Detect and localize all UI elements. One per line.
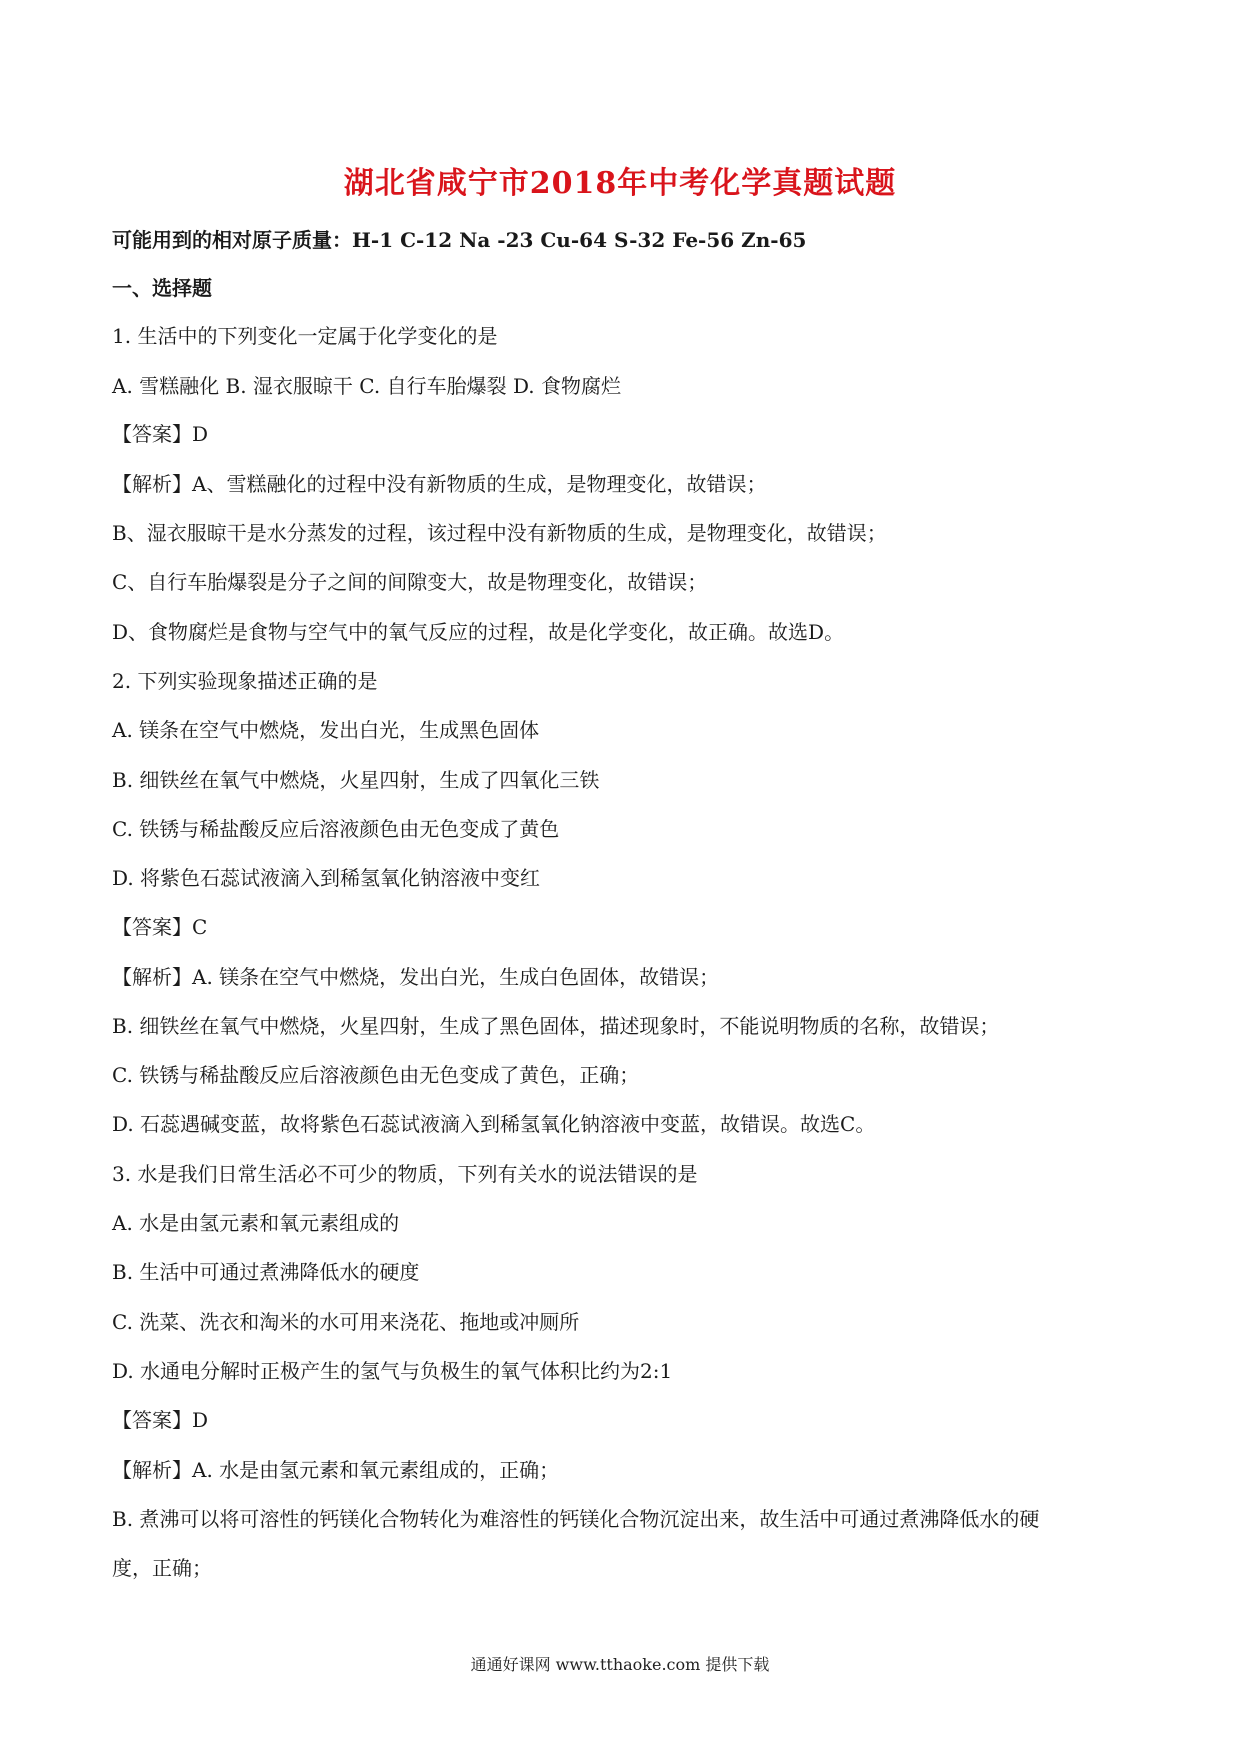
analysis-line: 度，正确； bbox=[112, 1556, 212, 1580]
analysis-line: B. 细铁丝在氧气中燃烧，火星四射，生成了黑色固体，描述现象时，不能说明物质的名称，故错误； bbox=[112, 1014, 1000, 1038]
document-title: 湖北省咸宁市2018年中考化学真题试题 bbox=[343, 166, 897, 201]
options-1: A. 雪糕融化 B. 湿衣服晾干 C. 自行车胎爆裂 D. 食物腐烂 bbox=[112, 374, 621, 398]
section-heading: 一、选择题 bbox=[112, 276, 212, 300]
answer-1: 【答案】D bbox=[112, 422, 209, 446]
option-line: C. 铁锈与稀盐酸反应后溶液颜色由无色变成了黄色 bbox=[112, 817, 560, 841]
analysis-line: D. 石蕊遇碱变蓝，故将紫色石蕊试液滴入到稀氢氧化钠溶液中变蓝，故错误。故选C。 bbox=[112, 1112, 876, 1136]
question-1: 1. 生活中的下列变化一定属于化学变化的是 bbox=[112, 324, 498, 348]
answer-3: 【答案】D bbox=[112, 1408, 209, 1432]
analysis-line: D、食物腐烂是食物与空气中的氧气反应的过程，故是化学变化，故正确。故选D。 bbox=[112, 620, 845, 644]
analysis-line: B、湿衣服晾干是水分蒸发的过程，该过程中没有新物质的生成，是物理变化，故错误； bbox=[112, 521, 887, 545]
analysis-line: C、自行车胎爆裂是分子之间的间隙变大，故是物理变化，故错误； bbox=[112, 570, 708, 594]
analysis-line: 【解析】A. 镁条在空气中燃烧，发出白光，生成白色固体，故错误； bbox=[112, 965, 720, 989]
analysis-line: B. 煮沸可以将可溶性的钙镁化合物转化为难溶性的钙镁化合物沉淀出来，故生活中可通过煮沸降低水的硬 bbox=[112, 1507, 1040, 1531]
option-line: A. 水是由氢元素和氧元素组成的 bbox=[112, 1211, 400, 1235]
option-line: A. 镁条在空气中燃烧，发出白光，生成黑色固体 bbox=[112, 718, 540, 742]
option-line: B. 生活中可通过煮沸降低水的硬度 bbox=[112, 1260, 420, 1284]
question-2: 2. 下列实验现象描述正确的是 bbox=[112, 669, 378, 693]
atomic-mass-line: 可能用到的相对原子质量：H-1 C-12 Na -23 Cu-64 S-32 Fe-56 Zn-65 bbox=[112, 228, 807, 252]
analysis-line: C. 铁锈与稀盐酸反应后溶液颜色由无色变成了黄色，正确； bbox=[112, 1063, 640, 1087]
option-line: C. 洗菜、洗衣和淘米的水可用来浇花、拖地或冲厕所 bbox=[112, 1310, 580, 1334]
option-line: D. 将紫色石蕊试液滴入到稀氢氧化钠溶液中变红 bbox=[112, 866, 541, 890]
analysis-line: 【解析】A、雪糕融化的过程中没有新物质的生成，是物理变化，故错误； bbox=[112, 472, 767, 496]
option-line: D. 水通电分解时正极产生的氢气与负极生的氧气体积比约为2:1 bbox=[112, 1359, 673, 1383]
question-3: 3. 水是我们日常生活必不可少的物质，下列有关水的说法错误的是 bbox=[112, 1162, 698, 1186]
page-footer: 通通好课网 www.tthaoke.com 提供下载 bbox=[470, 1655, 770, 1674]
answer-2: 【答案】C bbox=[112, 915, 208, 939]
analysis-line: 【解析】A. 水是由氢元素和氧元素组成的，正确； bbox=[112, 1458, 560, 1482]
option-line: B. 细铁丝在氧气中燃烧，火星四射，生成了四氧化三铁 bbox=[112, 768, 600, 792]
